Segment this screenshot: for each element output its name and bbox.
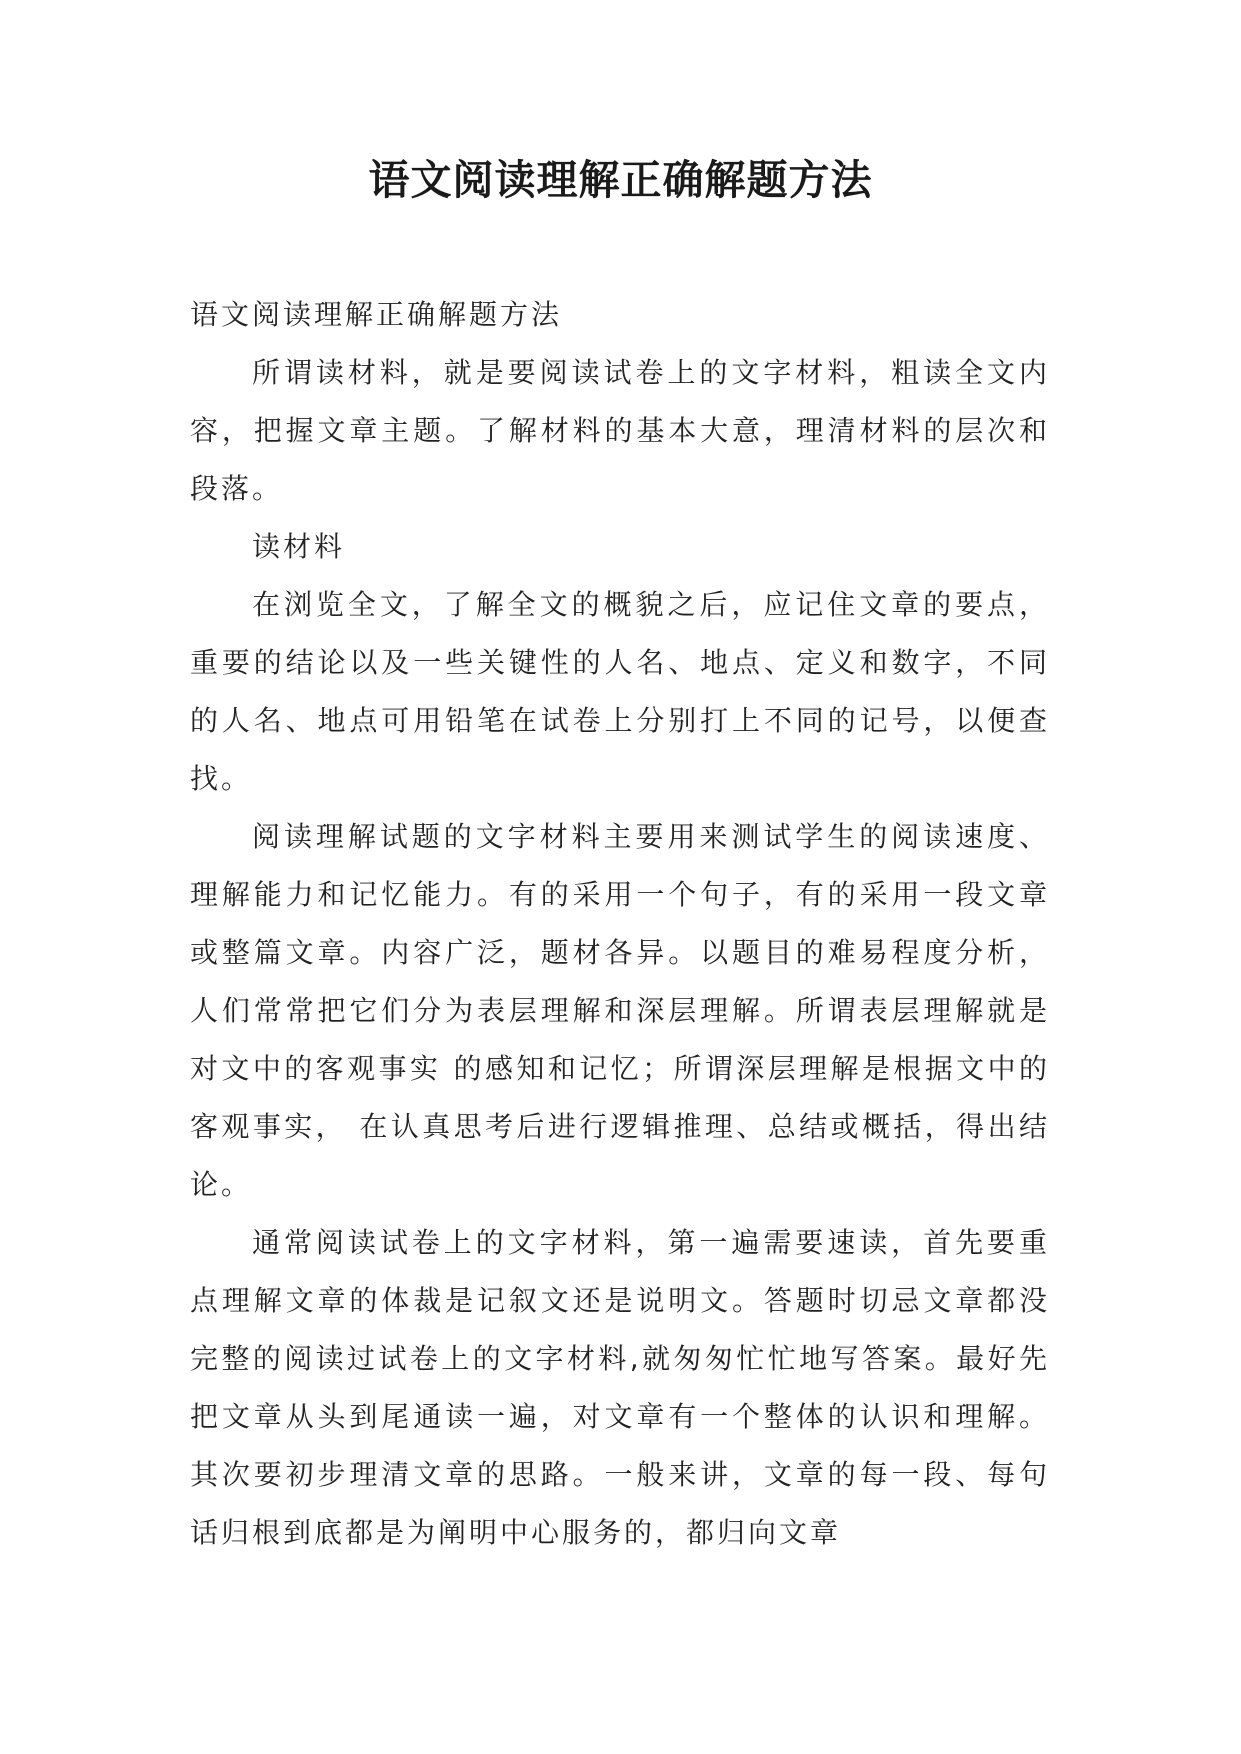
paragraph: 在浏览全文，了解全文的概貌之后，应记住文章的要点，重要的结论以及一些关键性的人名、地点、定义和数字，不同的人名、地点可用铅笔在试卷上分别打上不同的记号，以便查找。 — [190, 588, 1050, 795]
paragraph: 所谓读材料，就是要阅读试卷上的文字材料，粗读全文内容，把握文章主题。了解材料的基本大意，理清材料的层次和段落。 — [190, 356, 1050, 505]
document-title: 语文阅读理解正确解题方法 — [368, 156, 873, 204]
paragraph: 通常阅读试卷上的文字材料，第一遍需要速读，首先要重点理解文章的体裁是记叙文还是说明文。答题时切忌文章都没完整的阅读过试卷上的文字材料,就匆匆忙忙地写答案。最好先把文章从头到尾通读一遍，对文章有一个整体的认识和理解。其次要初步理清文章的思路。一般来讲，文章的每一段、每句话归根到底都是为阐明中心服务的，都归向文章 — [190, 1226, 1050, 1549]
section-heading: 读材料 — [252, 530, 346, 563]
document-body — [190, 286, 1050, 1562]
document-subtitle: 语文阅读理解正确解题方法 — [190, 298, 563, 331]
paragraph: 阅读理解试题的文字材料主要用来测试学生的阅读速度、理解能力和记忆能力。有的采用一个句子，有的采用一段文章或整篇文章。内容广泛，题材各异。以题目的难易程度分析，人们常常把它们分为表层理解和深层理解。所谓表层理解就是对文中的客观事实 的感知和记忆；所谓深层理解是根据文中的客观事实， 在认真思考后进行逻辑推理、总结或概括，得出结论。 — [190, 820, 1050, 1201]
